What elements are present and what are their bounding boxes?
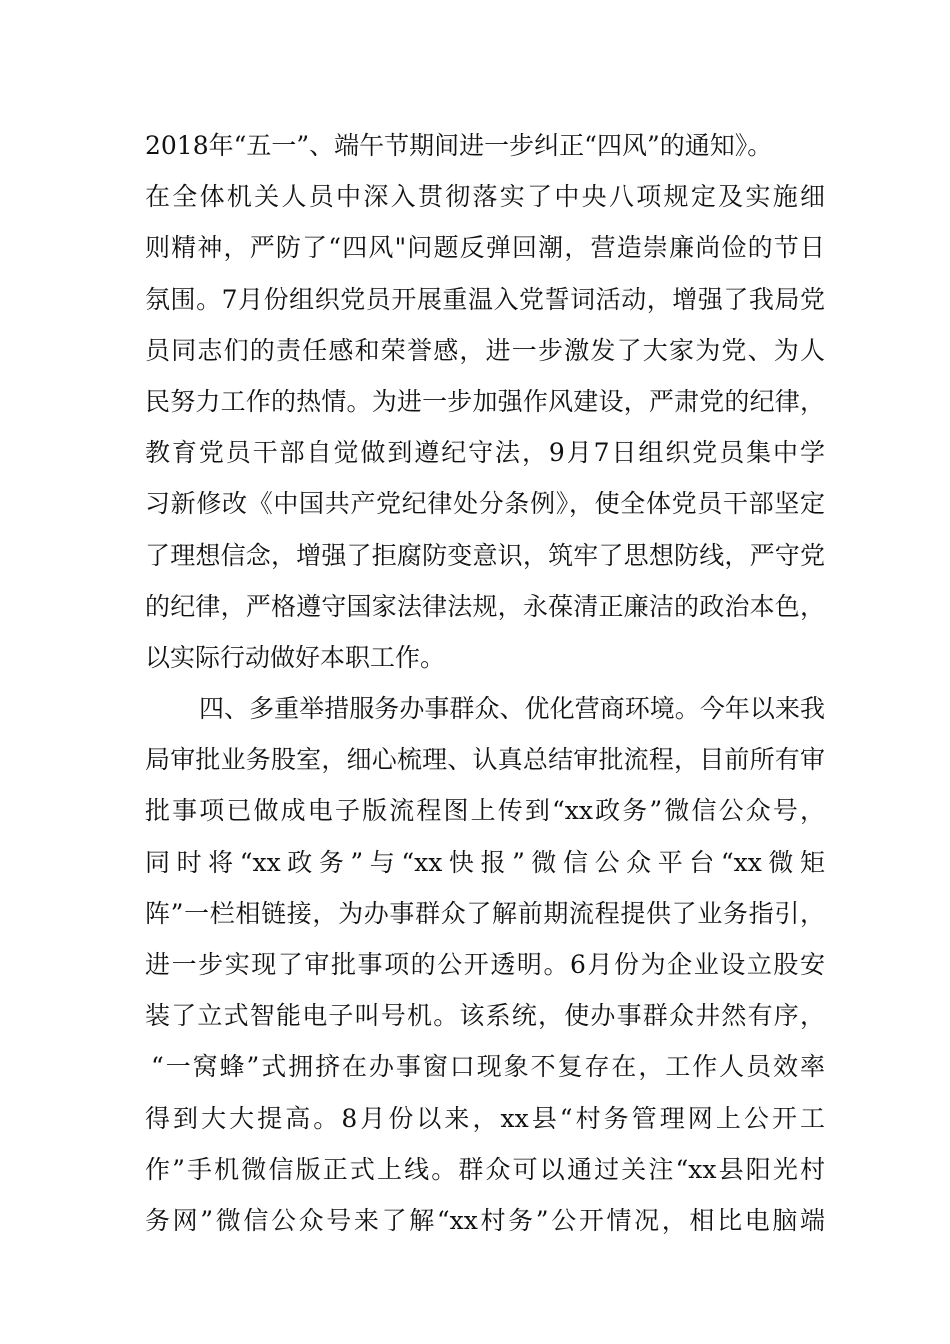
text-line: 进一步实现了审批事项的公开透明。6月份为企业设立股安 [145, 950, 825, 979]
text-line: 在全体机关人员中深入贯彻落实了中央八项规定及实施细 [145, 182, 825, 212]
text-line: 了理想信念，增强了拒腐防变意识，筑牢了思想防线，严守党 [145, 540, 825, 570]
text-line: 2018年“五一”、端午节期间进一步纠正“四风”的通知》。 [145, 131, 773, 160]
text-line: 氛围。7月份组织党员开展重温入党誓词活动，增强了我局党 [145, 284, 825, 314]
text-line: 民努力工作的热情。为进一步加强作风建设，严肃党的纪律， [145, 386, 825, 416]
text-line: 同时将“xx政务”与“xx快报”微信公众平台“xx微矩 [145, 847, 825, 877]
body-text [145, 120, 825, 1246]
text-line: 则精神，严防了“四风"问题反弹回潮，营造崇廉尚俭的节日 [145, 233, 825, 263]
text-line: 局审批业务股室，细心梳理、认真总结审批流程，目前所有审 [145, 745, 825, 775]
text-line: 批事项已做成电子版流程图上传到“xx政务”微信公众号， [145, 796, 825, 826]
text-line: 得到大大提高。8月份以来，xx县“村务管理网上公开工 [145, 1103, 825, 1133]
text-line: “一窝蜂”式拥挤在办事窗口现象不复存在，工作人员效率 [151, 1052, 825, 1082]
text-line: 务网”微信公众号来了解“xx村务”公开情况，相比电脑端 [145, 1205, 825, 1235]
text-line: 习新修改《中国共产党纪律处分条例》，使全体党员干部坚定 [145, 489, 825, 519]
text-line: 的纪律，严格遵守国家法律法规，永葆清正廉洁的政治本色， [145, 591, 825, 621]
text-line: 阵”一栏相链接，为办事群众了解前期流程提供了业务指引， [145, 898, 825, 928]
text-line: 教育党员干部自觉做到遵纪守法，9月7日组织党员集中学 [145, 438, 825, 468]
text-line: 以实际行动做好本职工作。 [145, 642, 446, 672]
paragraph-heading-line: 四、多重举措服务办事群众、优化营商环境。今年以来我 [199, 694, 825, 724]
text-line: 作”手机微信版正式上线。群众可以通过关注“xx县阳光村 [145, 1154, 825, 1184]
text-line: 装了立式智能电子叫号机。该系统，使办事群众井然有序， [145, 1001, 825, 1031]
text-line: 员同志们的责任感和荣誉感，进一步激发了大家为党、为人 [145, 335, 825, 365]
